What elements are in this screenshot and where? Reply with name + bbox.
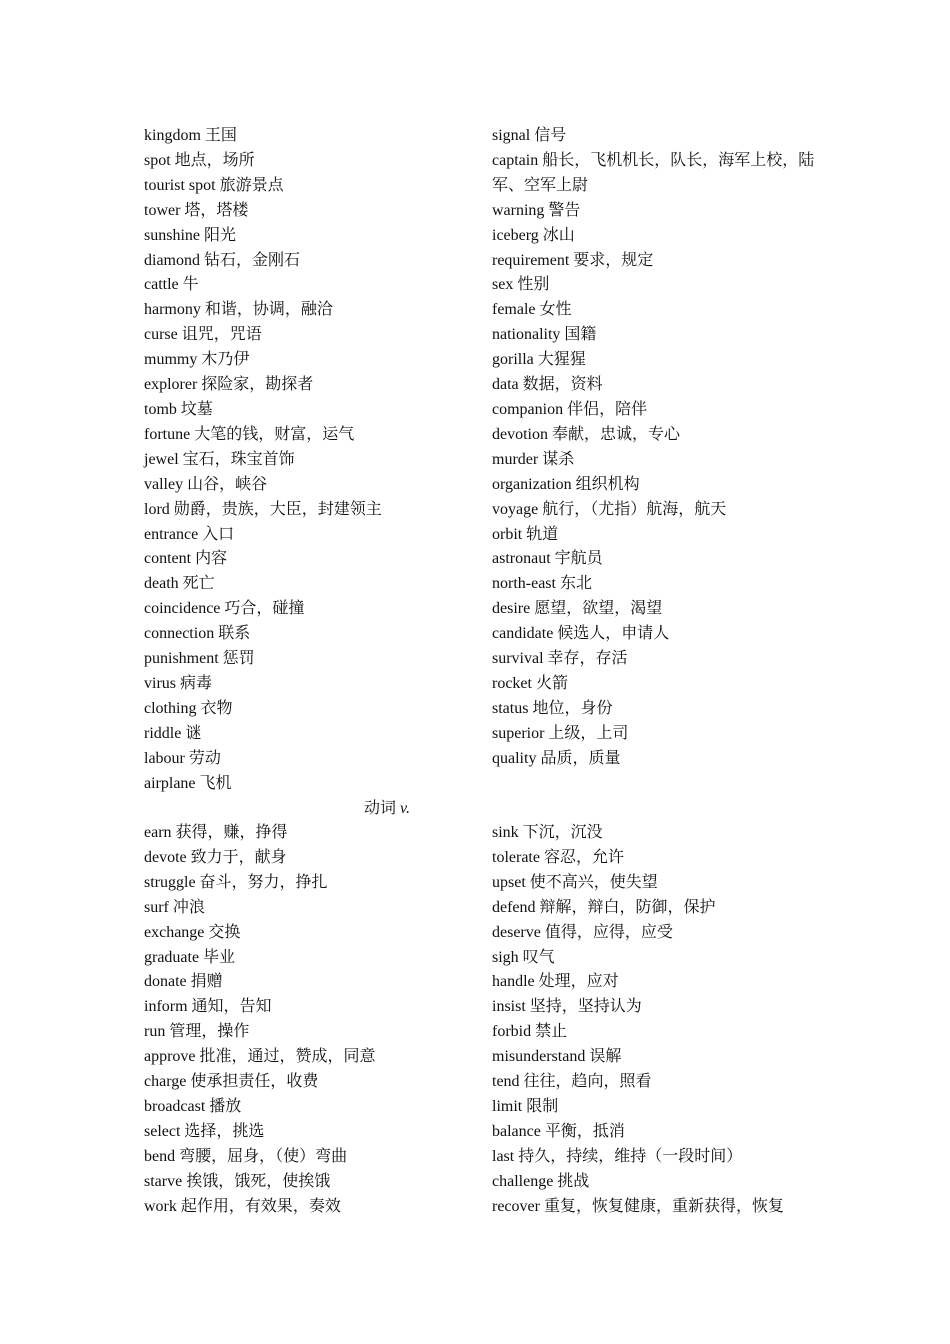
vocab-entry: quality 品质，质量 [492,749,621,767]
vocab-entry: virus 病毒 [144,674,213,692]
vocab-entry: handle 处理，应对 [492,973,619,991]
noun-vocabulary-section [144,124,824,796]
vocab-entry: select 选择，挑选 [144,1122,265,1140]
vocab-entry: sink 下沉，沉没 [492,824,603,841]
vocab-entry: north-east 东北 [492,575,592,593]
vocab-entry: approve 批准，通过，赞成，同意 [144,1048,376,1066]
vocab-entry: spot 地点，场所 [144,151,255,169]
vocab-entry: tourist spot 旅游景点 [144,176,284,194]
vocab-entry: donate 捐赠 [144,973,223,991]
vocab-entry: survival 幸存，存活 [492,650,628,668]
vocab-entry: broadcast 播放 [144,1097,242,1115]
vocab-entry: diamond 钻石，金刚石 [144,251,300,269]
vocab-entry: gorilla 大猩猩 [492,351,586,369]
vocab-entry: organization 组织机构 [492,475,640,493]
vocab-entry: desire 愿望，欲望，渴望 [492,600,663,618]
vocab-entry: curse 诅咒，咒语 [144,326,262,344]
vocab-entry: sigh 叹气 [492,948,555,966]
vocab-entry: work 起作用，有效果，奏效 [144,1197,341,1215]
vocab-entry: bend 弯腰，屈身，（使）弯曲 [144,1147,348,1165]
vocab-entry: earn 获得，赚，挣得 [144,824,288,841]
vocab-entry: upset 使不高兴，使失望 [492,873,658,891]
vocab-entry: female 女性 [492,301,572,319]
vocab-entry: voyage 航行，（尤指）航海，航天 [492,500,727,518]
vocab-entry: tomb 坟墓 [144,400,213,418]
vocab-entry: companion 伴侣，陪伴 [492,400,648,418]
vocab-entry: tend 往往，趋向，照看 [492,1073,652,1091]
vocab-entry: last 持久，持续，维持（一段时间） [492,1147,743,1165]
vocab-entry: devote 致力于，献身 [144,848,287,866]
vocab-entry: cattle 牛 [144,276,199,294]
vocab-entry: recover 重复，恢复健康，重新获得，恢复 [492,1197,784,1215]
heading-label: 动词 [364,800,397,817]
verb-vocabulary-section [144,821,824,1220]
vocab-entry: explorer 探险家，勘探者 [144,376,314,394]
vocab-entry: kingdom 王国 [144,127,237,144]
vocab-entry: surf 冲浪 [144,898,205,916]
vocab-entry: captain 船长，飞机机长，队长，海军上校，陆军、空军上尉 [492,151,815,194]
noun-list-left [144,124,492,796]
vocab-entry: challenge 挑战 [492,1172,590,1190]
verb-list-left [144,821,492,1220]
vocab-entry: tolerate 容忍，允许 [492,848,624,866]
vocab-entry: punishment 惩罚 [144,650,255,668]
part-of-speech-abbr: v. [400,800,410,817]
vocab-entry: sunshine 阳光 [144,226,237,244]
vocab-entry: graduate 毕业 [144,948,236,966]
vocab-entry: exchange 交换 [144,923,241,941]
noun-list-right [492,124,824,772]
vocab-entry: valley 山谷，峡谷 [144,475,268,493]
vocab-entry: defend 辩解，辩白，防御，保护 [492,898,716,916]
vocab-entry: connection 联系 [144,625,251,643]
vocab-entry: content 内容 [144,550,228,568]
vocab-entry: inform 通知，告知 [144,998,272,1016]
vocab-entry: misunderstand 误解 [492,1048,622,1066]
vocab-entry: devotion 奉献，忠诚，专心 [492,425,680,443]
vocab-entry: superior 上级，上司 [492,724,629,742]
vocab-entry: iceberg 冰山 [492,226,575,244]
vocab-entry: riddle 谜 [144,724,202,742]
vocab-entry: fortune 大笔的钱，财富，运气 [144,425,355,443]
vocab-entry: data 数据，资料 [492,376,603,394]
vocab-entry: warning 警告 [492,201,581,219]
vocab-entry: limit 限制 [492,1097,559,1115]
vocab-entry: clothing 衣物 [144,699,233,717]
vocab-entry: candidate 候选人，申请人 [492,625,670,643]
vocab-entry: orbit 轨道 [492,525,559,543]
vocab-entry: coincidence 巧合，碰撞 [144,600,305,618]
verb-list-right [492,821,824,1220]
vocab-entry: mummy 木乃伊 [144,351,250,369]
vocab-entry: entrance 入口 [144,525,235,543]
vocab-entry: requirement 要求，规定 [492,251,654,269]
vocab-entry: run 管理，操作 [144,1023,250,1041]
vocab-entry: balance 平衡，抵消 [492,1122,625,1140]
vocab-entry: death 死亡 [144,575,215,593]
verbs-section-heading [144,796,630,821]
vocab-entry: murder 谋杀 [492,450,575,468]
vocab-entry: status 地位，身份 [492,699,613,717]
vocab-entry: forbid 禁止 [492,1023,568,1041]
vocab-entry: jewel 宝石，珠宝首饰 [144,450,295,468]
vocab-entry: charge 使承担责任，收费 [144,1073,319,1091]
vocab-entry: tower 塔，塔楼 [144,201,249,219]
vocab-entry: labour 劳动 [144,749,221,767]
vocab-entry: nationality 国籍 [492,326,597,344]
vocab-entry: deserve 值得，应得，应受 [492,923,673,941]
vocab-entry: starve 挨饿，饿死，使挨饿 [144,1172,331,1190]
vocab-entry: astronaut 宇航员 [492,550,603,568]
vocab-entry: signal 信号 [492,127,567,144]
vocab-entry: lord 勋爵，贵族，大臣，封建领主 [144,500,382,518]
vocab-entry: struggle 奋斗，努力，挣扎 [144,873,328,891]
vocab-entry: insist 坚持，坚持认为 [492,998,642,1016]
vocab-entry: rocket 火箭 [492,674,568,692]
vocab-entry: harmony 和谐，协调，融洽 [144,301,333,319]
vocab-entry: airplane 飞机 [144,774,232,792]
vocab-entry: sex 性别 [492,276,550,294]
